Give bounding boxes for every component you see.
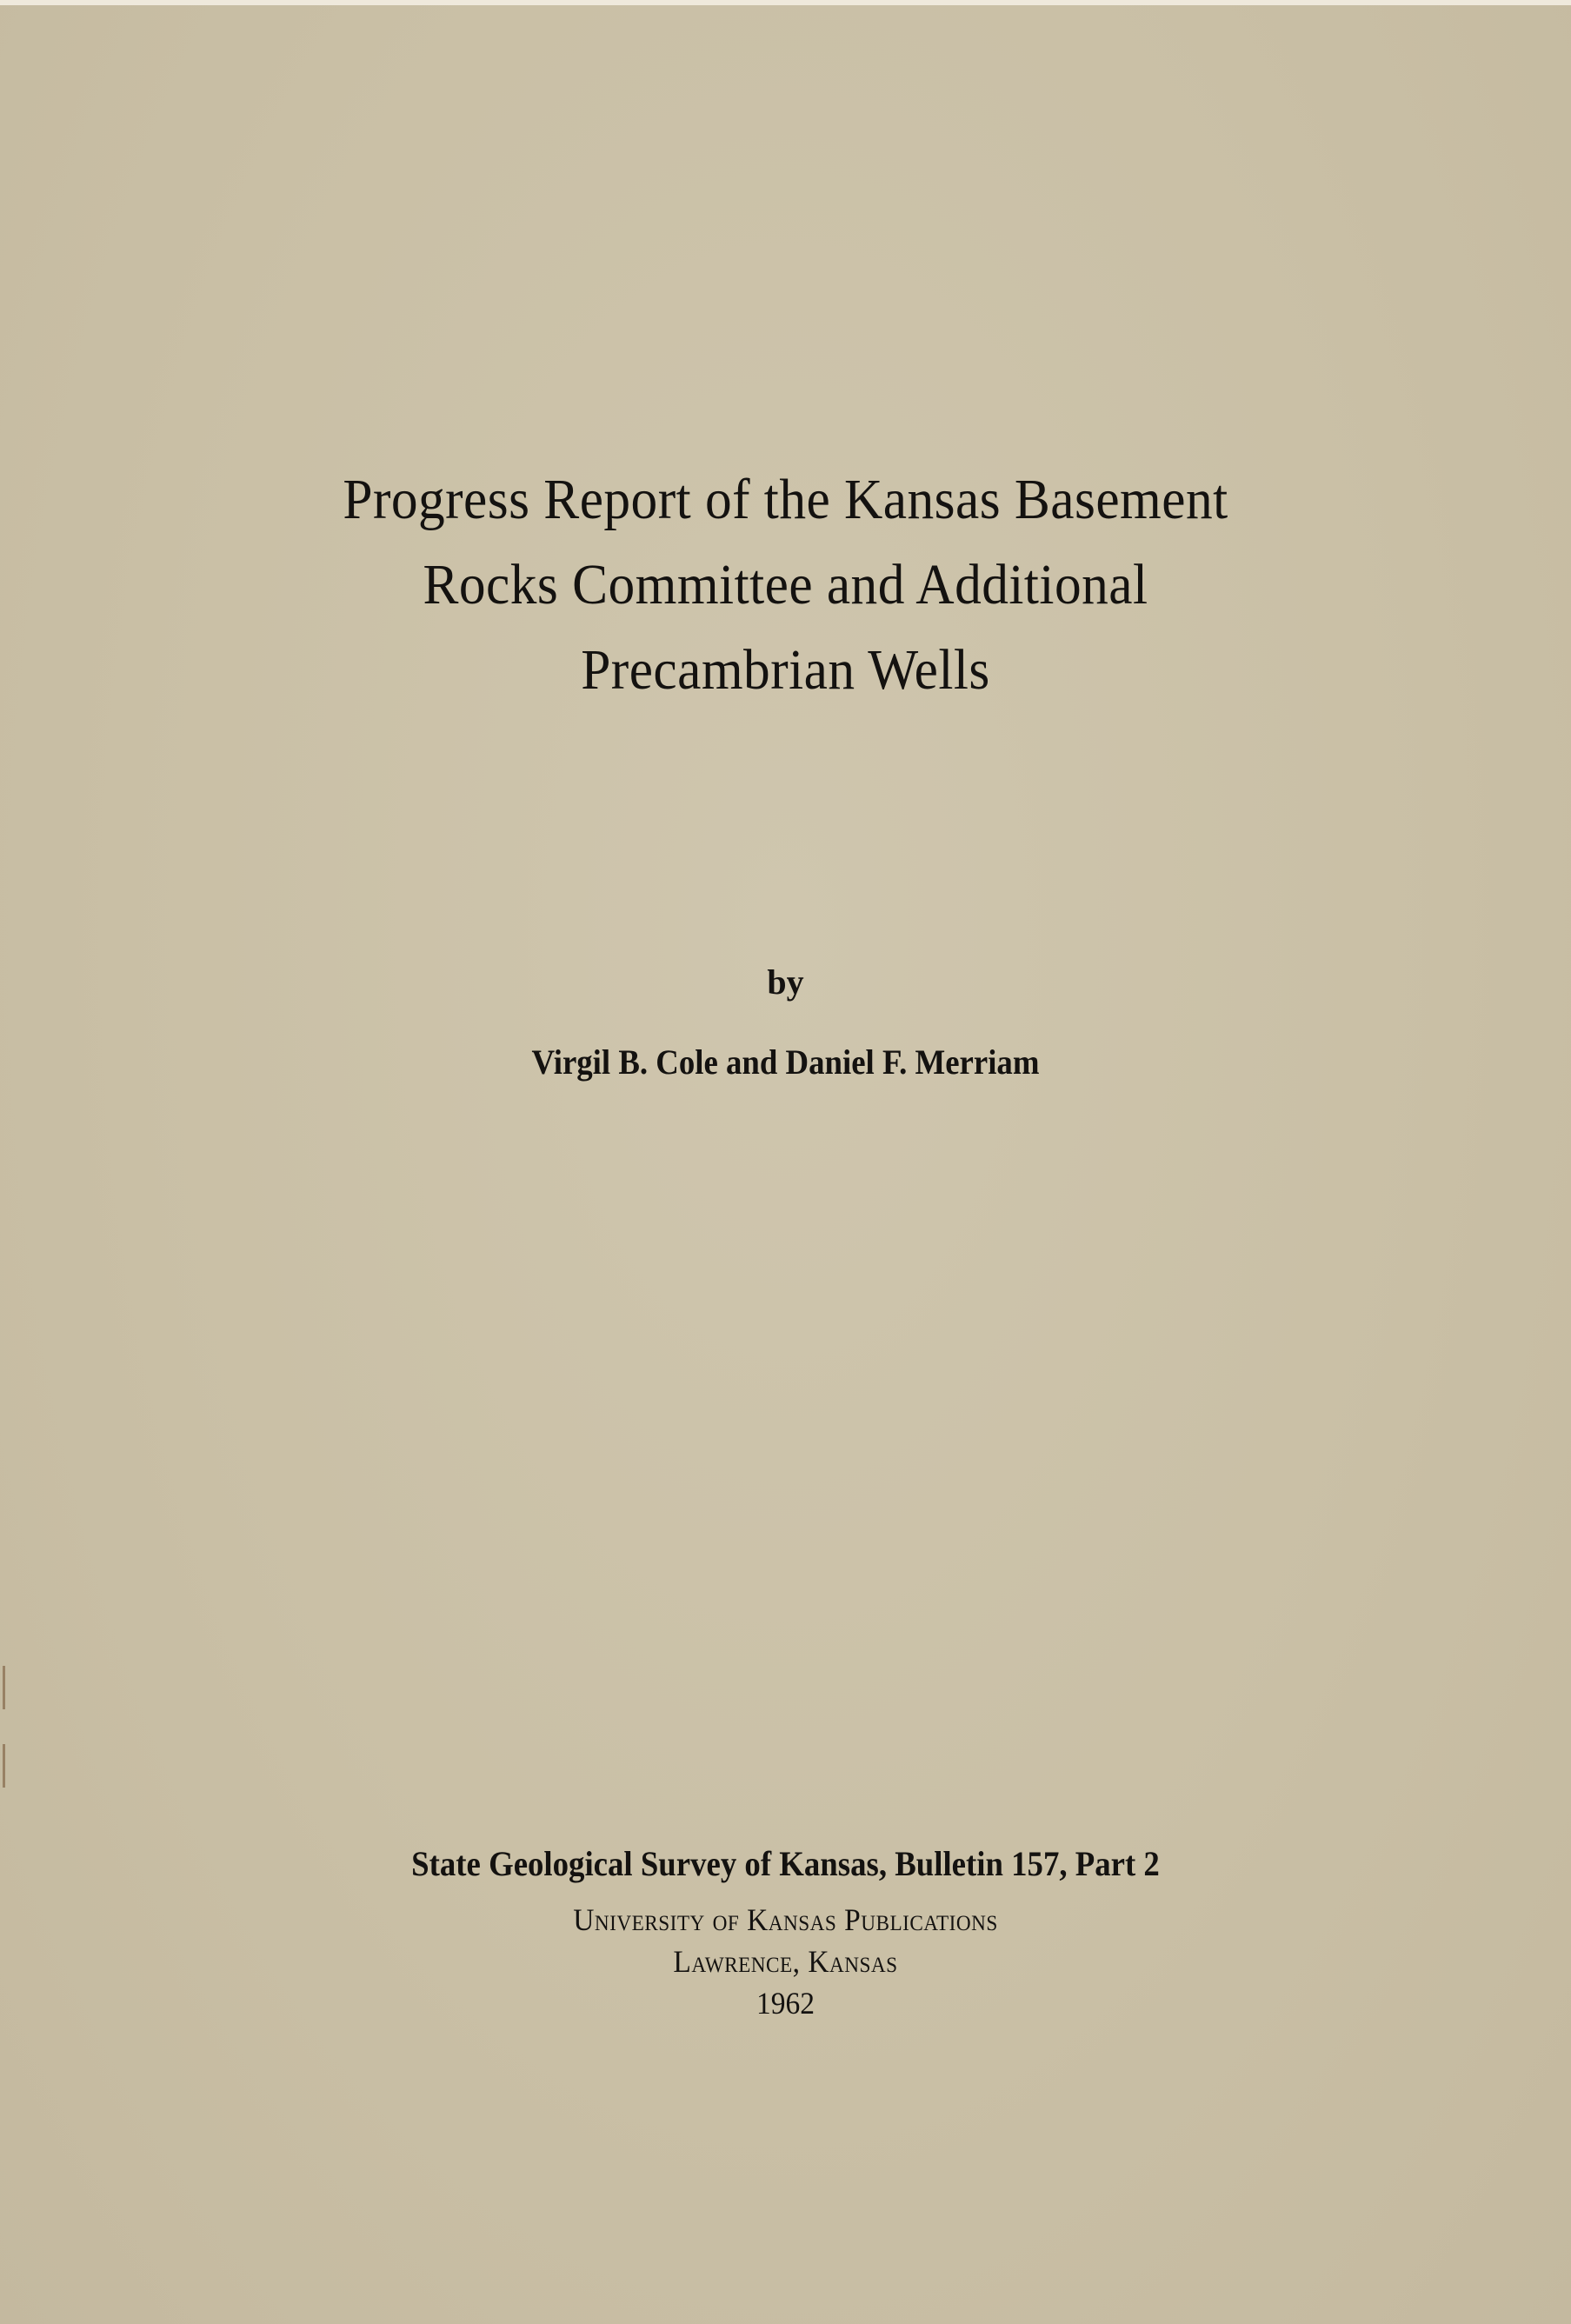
title-line-1: Progress Report of the Kansas Basement xyxy=(343,468,1228,531)
imprint xyxy=(0,1840,1571,2024)
title-line-3: Precambrian Wells xyxy=(581,638,990,702)
publisher: University of Kansas Publications xyxy=(573,1902,998,1937)
series-statement: State Geological Survey of Kansas, Bulletin 157, Part 2 xyxy=(411,1844,1160,1883)
document-title xyxy=(55,457,1516,713)
authors: Virgil B. Cole and Daniel F. Merriam xyxy=(531,1042,1040,1082)
binding-stain xyxy=(3,1744,5,1788)
publication-place: Lawrence, Kansas xyxy=(673,1944,898,1979)
publication-year: 1962 xyxy=(756,1986,815,2021)
byline-by: by xyxy=(767,962,804,1002)
title-line-2: Rocks Committee and Additional xyxy=(423,553,1148,616)
cover-page xyxy=(0,5,1571,2324)
binding-stain xyxy=(3,1666,5,1709)
